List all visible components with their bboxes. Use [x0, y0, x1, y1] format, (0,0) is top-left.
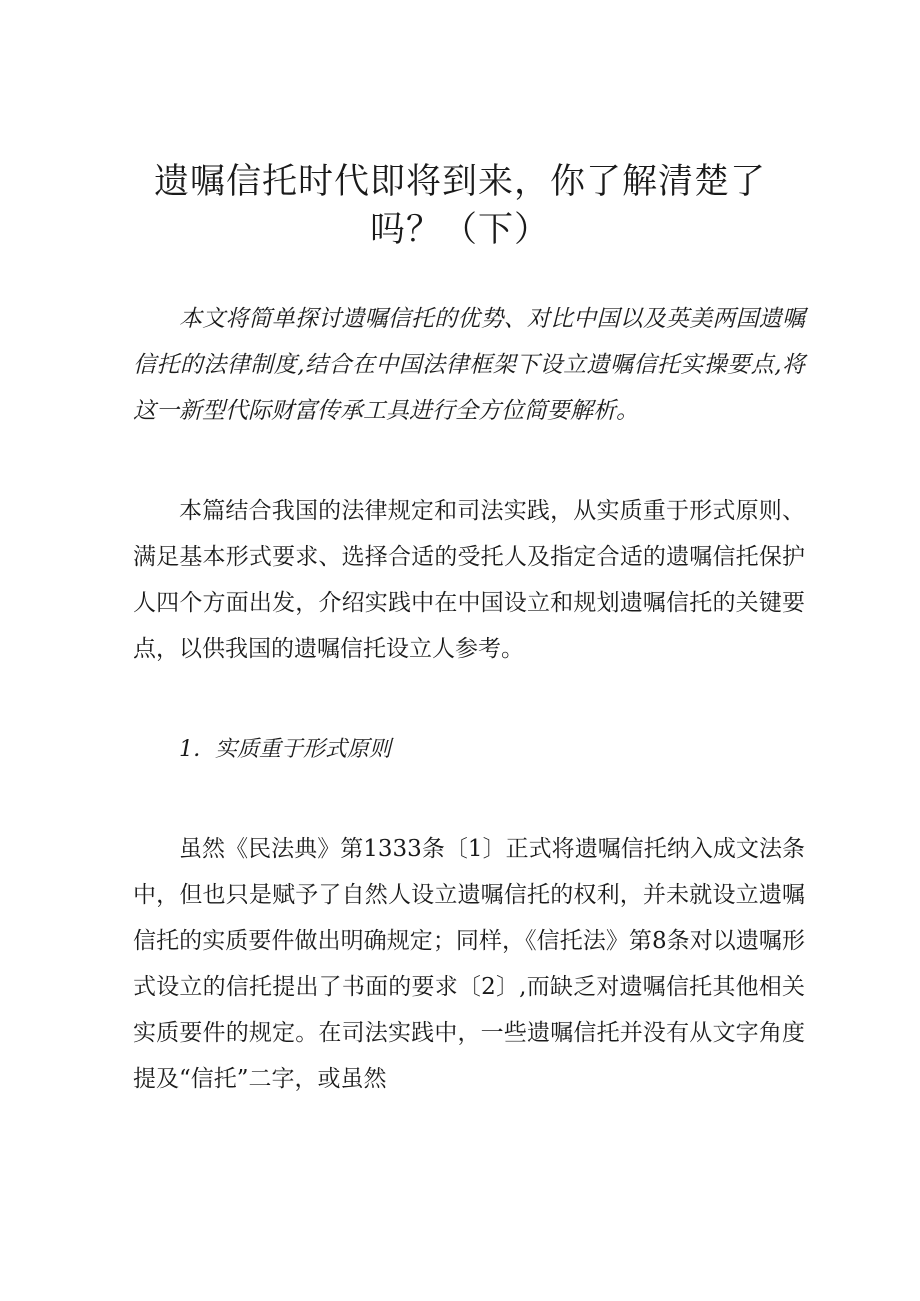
- abstract-paragraph: 本文将简单探讨遗嘱信托的优势、对比中国以及英美两国遗嘱信托的法律制度,结合在中国法律框架下设立遗嘱信托实操要点,将这一新型代际财富传承工具进行全方位简要解析。: [133, 306, 805, 424]
- document-title-line-2: 吗？（下）: [369, 210, 550, 250]
- body-paragraph: 虽然《民法典》第1333条〔1〕正式将遗嘱信托纳入成文法条中，但也只是赋予了自然人设立遗嘱信托的权利，并未就设立遗嘱信托的实质要件做出明确规定；同样，《信托法》第8条对以遗嘱形式设立的信托提出了书面的要求〔2〕,而缺乏对遗嘱信托其他相关实质要件的规定。在司法实践中，一些遗嘱信托并没有从文字角度提及“信托”二字，或虽然: [133, 836, 805, 1092]
- document-title-line-1: 遗嘱信托时代即将到来，你了解清楚了: [153, 162, 766, 202]
- section-heading: 1．实质重于形式原则: [179, 737, 391, 762]
- intro-paragraph: 本篇结合我国的法律规定和司法实践，从实质重于形式原则、满足基本形式要求、选择合适的受托人及指定合适的遗嘱信托保护人四个方面出发，介绍实践中在中国设立和规划遗嘱信托的关键要点，以供我国的遗嘱信托设立人参考。: [133, 498, 805, 662]
